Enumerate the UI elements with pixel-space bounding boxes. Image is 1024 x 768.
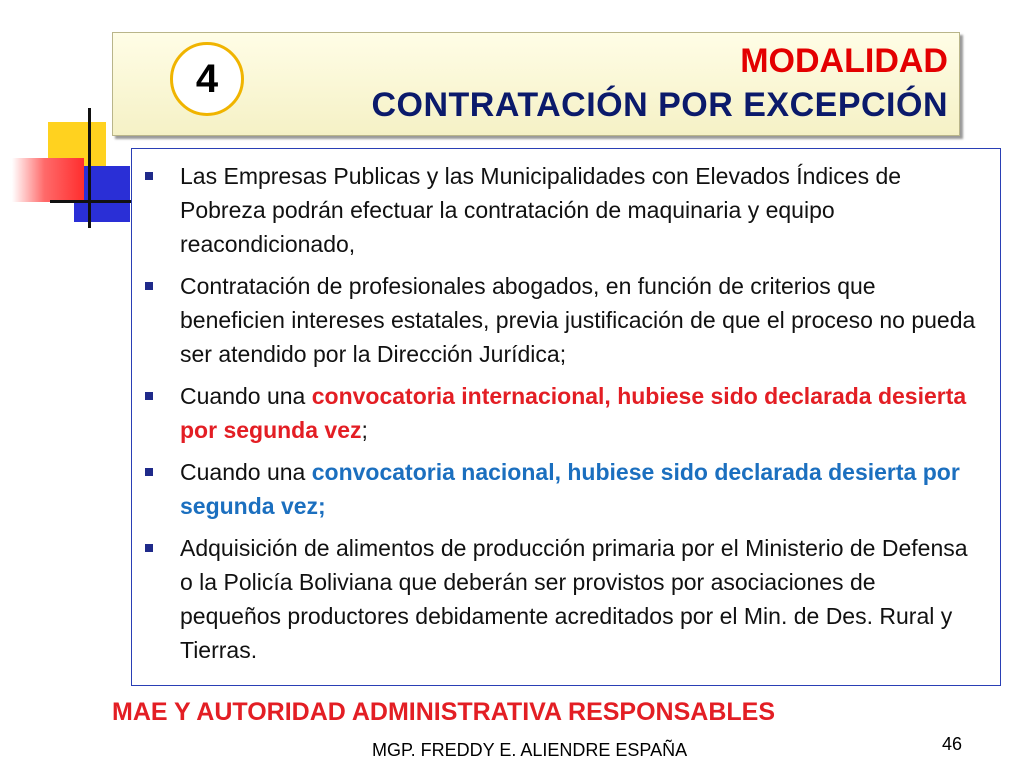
- square-bullet-icon: [145, 544, 153, 552]
- footer-author: MGP. FREDDY E. ALIENDRE ESPAÑA: [372, 740, 688, 760]
- section-number-badge: 4: [170, 42, 244, 116]
- bullet-highlight-red: convocatoria internacional, hubiese sido declarada desierta por segunda vez: [180, 383, 967, 443]
- bullet-text: Cuando una: [180, 383, 312, 409]
- decor-horizontal-line: [50, 200, 134, 203]
- bullet-list: [132, 149, 1000, 667]
- square-bullet-icon: [145, 392, 153, 400]
- decor-vertical-line: [88, 108, 91, 228]
- bullet-text-end: ;: [361, 417, 368, 443]
- bullet-text: Adquisición de alimentos de producción primaria por el Ministerio de Defensa o la Policía Boliviana que deberán ser provistos por asociaciones de pequeños productores debidamente acreditados por el Min. de Des. Rural y Tierras.: [180, 535, 968, 663]
- bullet-text: Las Empresas Publicas y las Municipalidades con Elevados Índices de Pobreza podrán efectuar la contratación de maquinaria y equipo reacondicionado,: [180, 163, 902, 257]
- decor-red-gradient-bar: [12, 158, 84, 202]
- bullet-item: [180, 269, 982, 371]
- square-bullet-icon: [145, 172, 153, 180]
- bullet-highlight-blue: convocatoria nacional, hubiese sido declarada desierta por segunda vez;: [180, 459, 960, 519]
- bullet-item: [180, 379, 982, 447]
- bullet-item: [180, 159, 982, 261]
- bullet-item: [180, 455, 982, 523]
- square-bullet-icon: [145, 468, 153, 476]
- slide-title: MODALIDAD: [740, 42, 948, 80]
- bullet-item: [180, 531, 982, 667]
- slide-subtitle: CONTRATACIÓN POR EXCEPCIÓN: [371, 86, 948, 124]
- page-number: 46: [942, 734, 963, 754]
- bullet-text: Cuando una: [180, 459, 312, 485]
- square-bullet-icon: [145, 282, 153, 290]
- footer-title: MAE Y AUTORIDAD ADMINISTRATIVA RESPONSABLES: [112, 698, 776, 726]
- bullet-text: Contratación de profesionales abogados, en función de criterios que beneficien intereses estatales, previa justificación de que el proceso no pueda ser atendido por la Dirección Jurídica;: [180, 273, 976, 367]
- content-box: [131, 148, 1001, 686]
